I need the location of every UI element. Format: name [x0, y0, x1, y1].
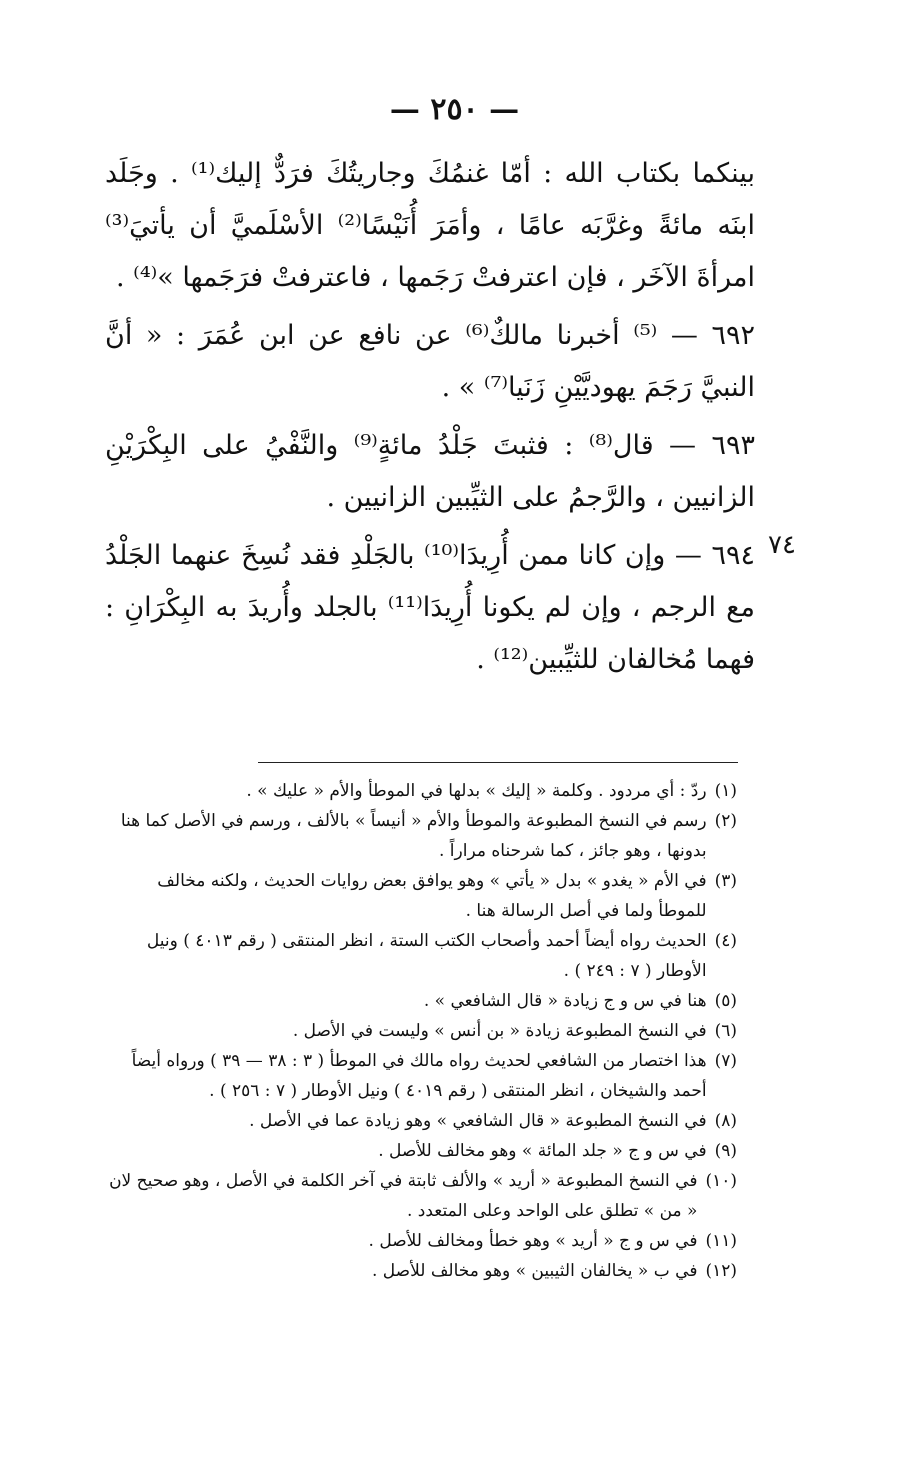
footnote-number: (٣)	[714, 871, 737, 891]
footnote-number: (٤)	[714, 931, 737, 951]
footnote	[105, 1106, 737, 1136]
footnote-text: في س و ج « أريد » وهو خطأ ومخالف للأصل .	[368, 1231, 698, 1251]
footnote-divider	[258, 762, 738, 763]
footnote-number: (٢)	[714, 811, 737, 831]
footnote-text: في ب « يخالفان الثيبين » وهو مخالف للأصل .	[371, 1261, 698, 1281]
footnote	[105, 1256, 737, 1286]
footnote-number: (٩)	[714, 1141, 737, 1161]
footnote-text: الحديث رواه أيضاً أحمد وأصحاب الكتب الستة ، انظر المنتقى ( رقم ٤٠١٣ ) ونيل الأوطار ( ٧ : ٢٤٩ ) .	[146, 931, 707, 981]
footnote-number: (١)	[714, 781, 737, 801]
footnote-number: (٥)	[714, 991, 737, 1011]
main-text	[105, 148, 755, 686]
footnote	[105, 1016, 737, 1046]
paragraph-694: ٦٩٤ — وإن كانا ممن أُرِيدَا⁽¹⁰⁾ بالجَلْدِ فقد نُسِخَ عنهما الجَلْدُ مع الرجم ، وإن لم يكونا أُرِيدَا⁽¹¹⁾ بالجلد وأُريدَ به البِكْرَانِ : فهما مُخالفان للثيِّبين⁽¹²⁾ .	[105, 540, 756, 675]
paragraph-693: ٦٩٣ — قال⁽⁸⁾ : فثبتَ جَلْدُ مائةٍ⁽⁹⁾ والنَّفْيُ على البِكْرَيْنِ الزانيين ، والرَّجمُ على الثيِّبين الزانيين .	[105, 430, 756, 513]
footnote-text: في النسخ المطبوعة « أريد » والألف ثابتة في آخر الكلمة في الأصل ، وهو صحيح لان « من » تطلق على الواحد وعلى المتعدد .	[109, 1171, 698, 1221]
footnote	[105, 806, 737, 866]
page-number: — ٢٥٠ —	[389, 92, 520, 127]
paragraph-1: بينكما بكتاب الله : أمّا غنمُكَ وجاريتُكَ فرَدٌّ إليك⁽¹⁾ . وجَلَد ابنَه مائةً وغرَّبَه عامًا ، وأمَرَ أُنَيْسًا⁽²⁾ الأسْلَميَّ أن يأتيَ⁽³⁾ امرأةَ الآخَر ، فإن اعترفتْ رَجَمها ، فاعترفتْ فرَجَمها »⁽⁴⁾ .	[105, 158, 755, 293]
footnote	[105, 1136, 737, 1166]
footnote-number: (١٠)	[705, 1171, 737, 1191]
paragraph-692: ٦٩٢ — ⁽⁵⁾ أخبرنا مالكٌ⁽⁶⁾ عن نافع عن ابن عُمَرَ : « أنَّ النبيَّ رَجَمَ يهوديَّيْنِ زَنَيا⁽⁷⁾ » .	[105, 320, 755, 403]
footnote-text: في س و ج « جلد المائة » وهو مخالف للأصل .	[378, 1141, 707, 1161]
footnote-number: (٨)	[714, 1111, 737, 1131]
footnote-number: (٦)	[714, 1021, 737, 1041]
footnote-number: (١١)	[705, 1231, 737, 1251]
footnote-text: في النسخ المطبوعة « قال الشافعي » وهو زيادة عما في الأصل .	[249, 1111, 707, 1131]
footnote	[105, 1166, 737, 1226]
footnote	[105, 986, 737, 1016]
footnote	[105, 866, 737, 926]
footnote-text: في الأم « يغدو » بدل « يأتي » وهو يوافق بعض روايات الحديث ، ولكنه مخالف للموطأ ولما في أصل الرسالة هنا .	[157, 871, 707, 921]
footnote-number: (٧)	[714, 1051, 737, 1071]
footnote-number: (١٢)	[705, 1261, 737, 1281]
footnote	[105, 1226, 737, 1256]
footnote-text: هنا في س و ج زيادة « قال الشافعي » .	[423, 991, 707, 1011]
footnote-text: ردّ : أي مردود . وكلمة « إليك » بدلها في الموطأ والأم « عليك » .	[246, 781, 707, 801]
footnotes	[105, 776, 737, 1286]
footnote	[105, 926, 737, 986]
footnote-text: رسم في النسخ المطبوعة والموطأ والأم « أنيساً » بالألف ، ورسم في الأصل كما هنا بدونها ، وهو جائز ، كما شرحناه مراراً .	[120, 811, 707, 861]
footnote-text: هذا اختصار من الشافعي لحديث رواه مالك في الموطأ ( ٣ : ٣٨ — ٣٩ ) ورواه أيضاً أحمد والشيخان ، انظر المنتقى ( رقم ٤٠١٩ ) ونيل الأوطار ( ٧ : ٢٥٦ ) .	[131, 1051, 707, 1101]
footnote	[105, 776, 737, 806]
footnote	[105, 1046, 737, 1106]
footnote-text: في النسخ المطبوعة زيادة « بن أنس » وليست في الأصل .	[292, 1021, 707, 1041]
margin-number: ٧٤	[768, 530, 796, 560]
